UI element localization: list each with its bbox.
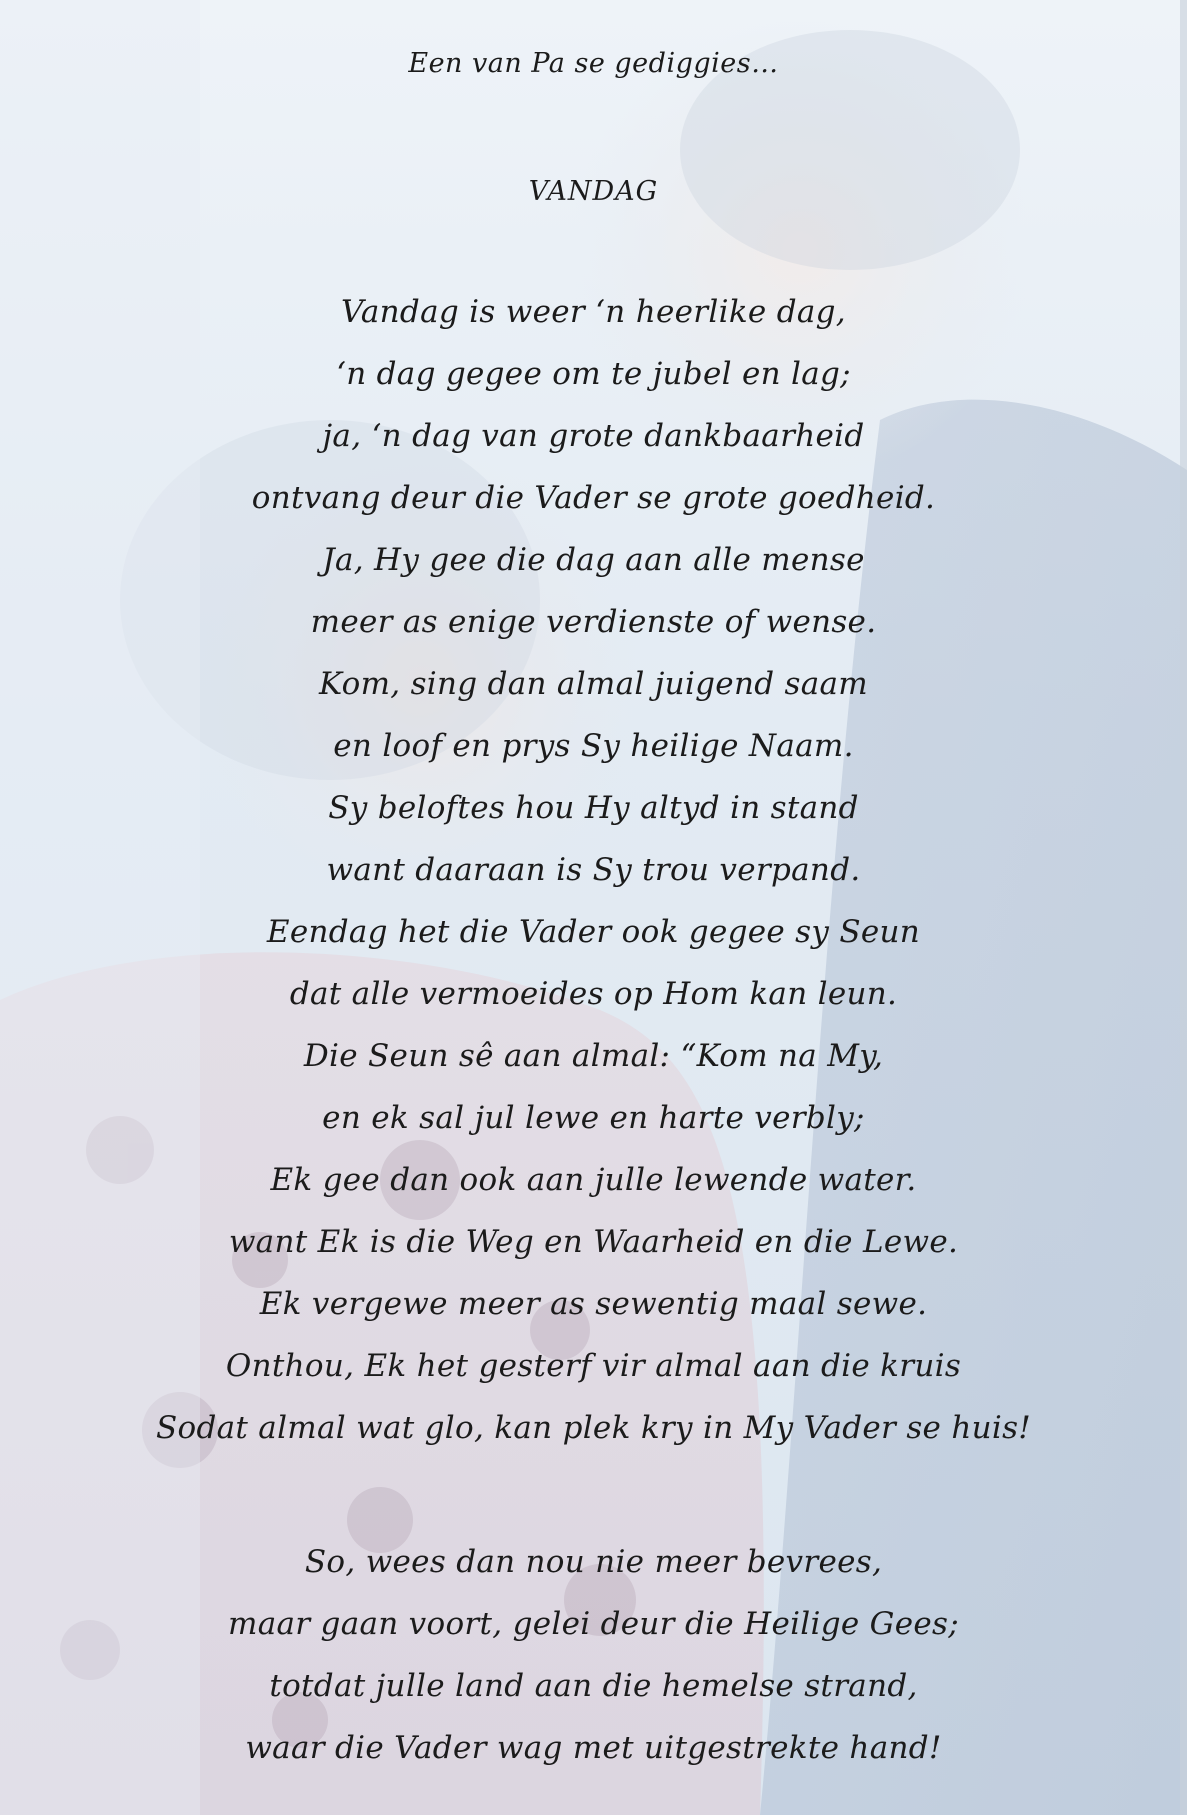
poem-title: VANDAG [528, 176, 659, 207]
poem-line: Kom, sing dan almal juigend saam [319, 666, 868, 702]
poem-line: meer as enige verdienste of wense. [310, 604, 877, 640]
poem-line: waar die Vader wag met uitgestrekte hand! [245, 1730, 942, 1766]
poem-line: Sy beloftes hou Hy altyd in stand [328, 790, 859, 826]
poem-line: Die Seun sê aan almal: “Kom na My, [303, 1038, 884, 1074]
poem-line: Vandag is weer ‘n heerlike dag, [341, 294, 846, 330]
poem-line: So, wees dan nou nie meer bevrees, [304, 1544, 883, 1580]
poem-line: totdat julle land aan die hemelse strand, [269, 1668, 918, 1704]
poem-line: ja, ‘n dag van grote dankbaarheid [322, 418, 865, 454]
poem-line: en ek sal jul lewe en harte verbly; [322, 1100, 865, 1136]
poem-line: Sodat almal wat glo, kan plek kry in My Vader se huis! [155, 1410, 1032, 1446]
poem-line: dat alle vermoeides op Hom kan leun. [289, 976, 898, 1012]
poem-line: Ek vergewe meer as sewentig maal sewe. [259, 1286, 928, 1322]
poem-line: want Ek is die Weg en Waarheid en die Lewe. [228, 1224, 959, 1260]
poem-line: ‘n dag gegee om te jubel en lag; [336, 356, 851, 392]
poem-line: Ja, Hy gee die dag aan alle mense [322, 542, 865, 578]
poem-line: Onthou, Ek het gesterf vir almal aan die kruis [225, 1348, 962, 1384]
poem-line: ontvang deur die Vader se grote goedheid. [251, 480, 936, 516]
poem-line: want daaraan is Sy trou verpand. [326, 852, 861, 888]
poem-line: maar gaan voort, gelei deur die Heilige Gees; [228, 1606, 959, 1642]
poem-line: Eendag het die Vader ook gegee sy Seun [266, 914, 921, 950]
poem-intro: Een van Pa se gediggies… [408, 48, 779, 79]
poem-line: en loof en prys Sy heilige Naam. [333, 728, 854, 764]
poem-line: Ek gee dan ook aan julle lewende water. [270, 1162, 917, 1198]
